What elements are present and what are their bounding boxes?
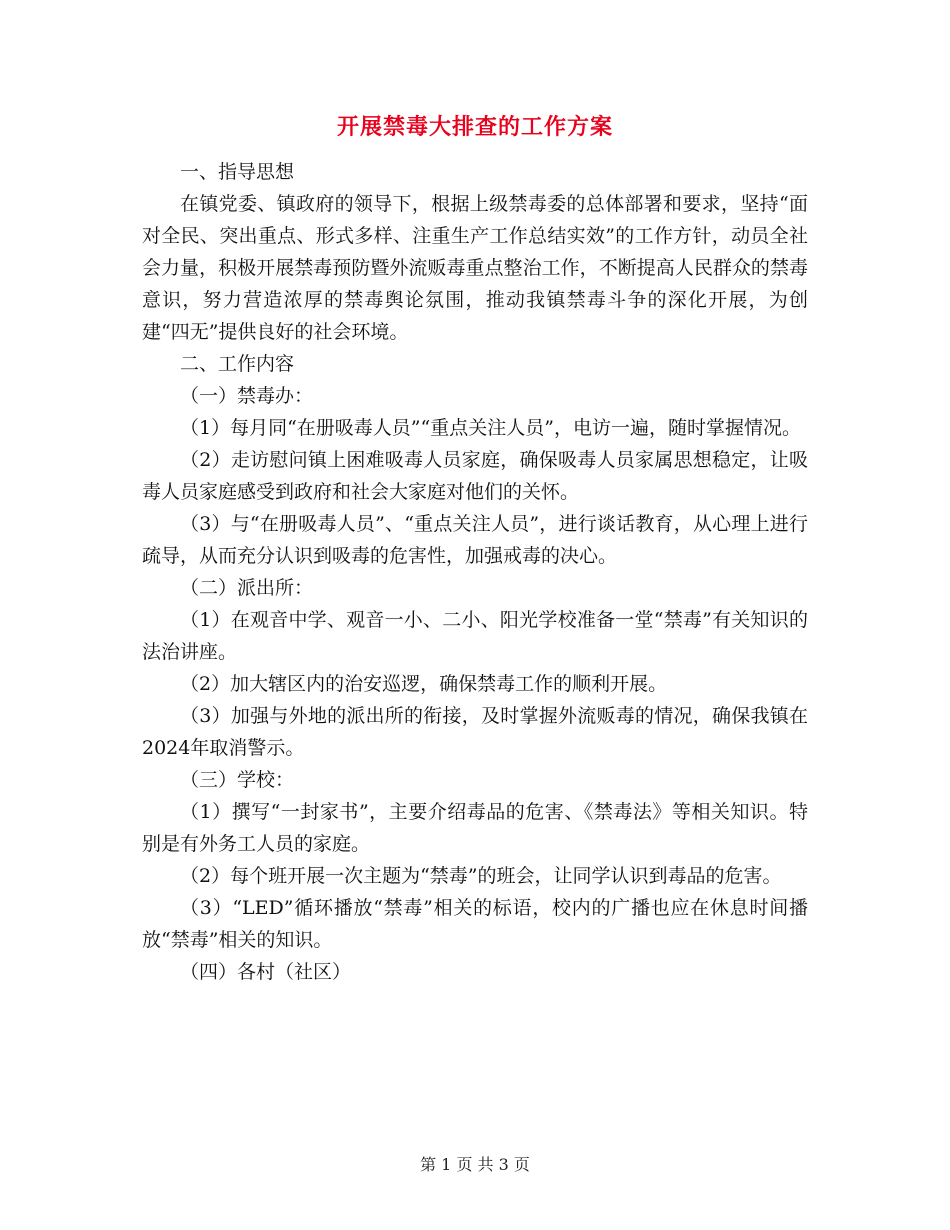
document-body <box>142 156 808 988</box>
subsection-heading: （四）各村（社区） <box>180 961 352 983</box>
subsection-heading: （二）派出所： <box>180 577 314 599</box>
section-heading: 一、指导思想 <box>180 161 295 183</box>
list-item: （3）“LED”循环播放“禁毒”相关的标语，校内的广播也应在休息时间播放“禁毒”相关的知识。 <box>142 897 808 951</box>
list-item: （2）每个班开展一次主题为“禁毒”的班会，让同学认识到毒品的危害。 <box>180 865 782 887</box>
page-number-footer: 第 1 页 共 3 页 <box>420 1155 530 1174</box>
document-title: 开展禁毒大排查的工作方案 <box>336 114 613 140</box>
list-item: （2）加大辖区内的治安巡逻，确保禁毒工作的顺利开展。 <box>180 673 668 695</box>
list-item: （2）走访慰问镇上困难吸毒人员家庭，确保吸毒人员家属思想稳定，让吸毒人员家庭感受到政府和社会大家庭对他们的关怀。 <box>142 449 808 503</box>
section-heading: 二、工作内容 <box>180 353 295 375</box>
list-item: （3）与“在册吸毒人员”、“重点关注人员”，进行谈话教育，从心理上进行疏导，从而充分认识到吸毒的危害性，加强戒毒的决心。 <box>142 513 808 567</box>
list-item: （3）加强与外地的派出所的衔接，及时掌握外流贩毒的情况，确保我镇在2024年取消警示。 <box>142 705 808 759</box>
list-item: （1）在观音中学、观音一小、二小、阳光学校准备一堂“禁毒”有关知识的法治讲座。 <box>142 609 808 663</box>
subsection-heading: （一）禁毒办： <box>180 385 314 407</box>
subsection-heading: （三）学校： <box>180 769 295 791</box>
list-item: （1）撰写“一封家书”，主要介绍毒品的危害、《禁毒法》等相关知识。特别是有外务工人员的家庭。 <box>142 801 808 855</box>
body-paragraph: 在镇党委、镇政府的领导下，根据上级禁毒委的总体部署和要求，坚持“面对全民、突出重点、形式多样、注重生产工作总结实效”的工作方针，动员全社会力量，积极开展禁毒预防暨外流贩毒重点整治工作，不断提高人民群众的禁毒意识，努力营造浓厚的禁毒舆论氛围，推动我镇禁毒斗争的深化开展，为创建“四无”提供良好的社会环境。 <box>142 193 808 343</box>
list-item: （1）每月同“在册吸毒人员”“重点关注人员”，电访一遍，随时掌握情况。 <box>180 417 801 439</box>
